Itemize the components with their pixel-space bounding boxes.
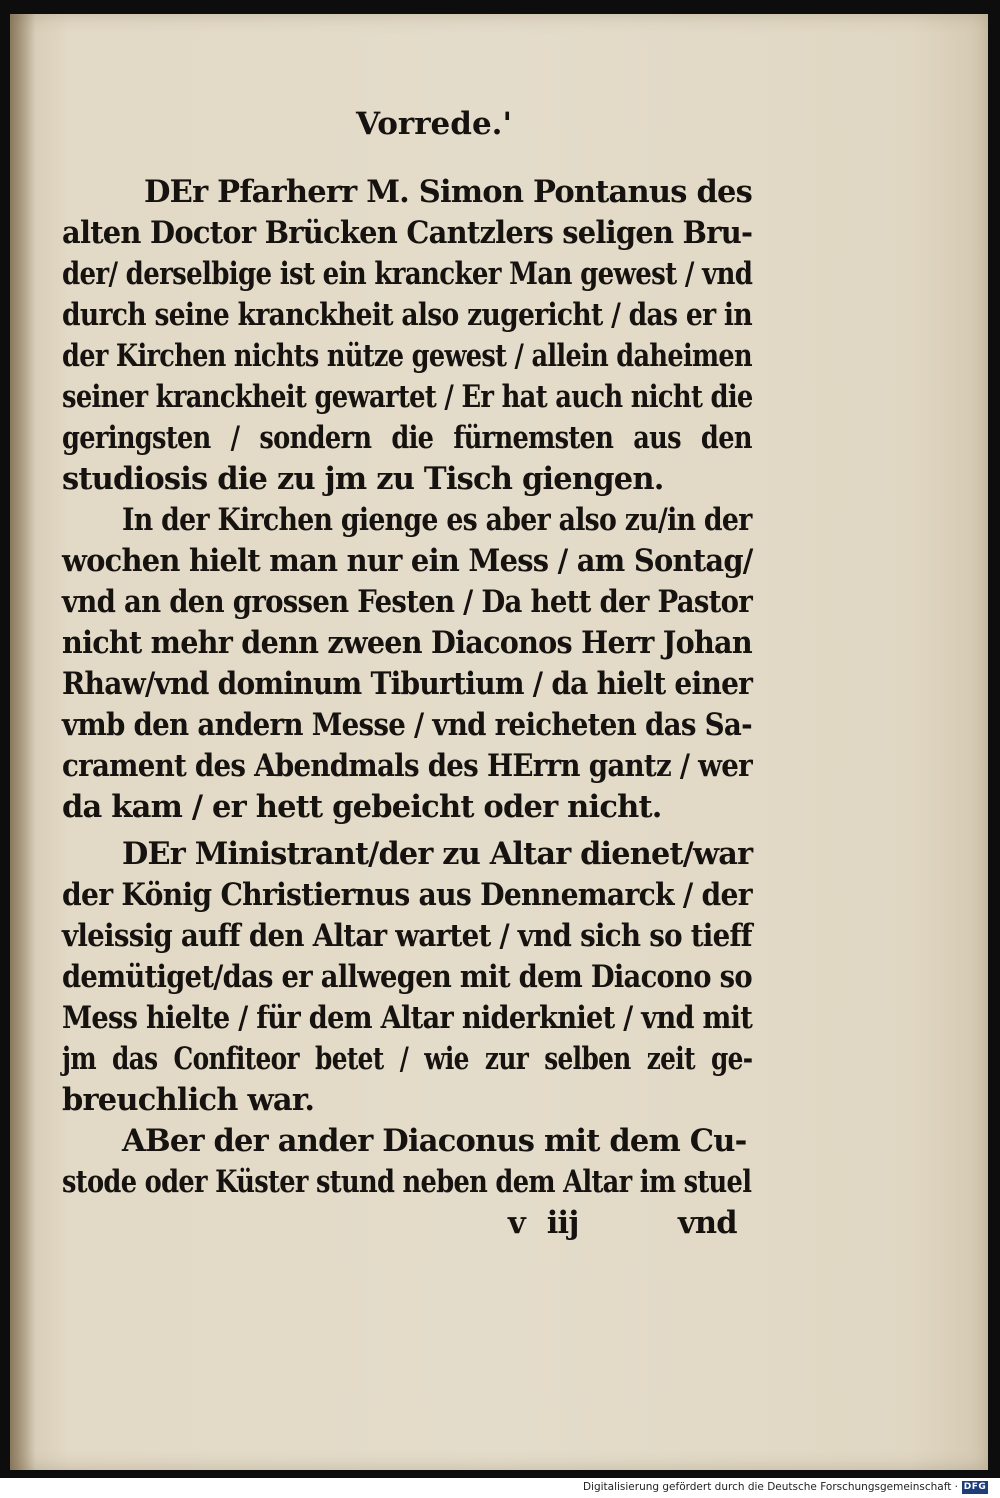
funding-credit: Digitalisierung gefördert durch die Deutsche Forschungsgemeinschaft · [582,1481,958,1493]
page-heading: Vorrede.' [356,106,512,142]
catchword: vnd [678,1205,737,1241]
text-line: da kam / er hett gebeicht oder nicht. [62,789,662,825]
text-line: jm das Confiteor betet / wie zur selben zeit ge- [62,1041,753,1077]
text-line: studiosis die zu jm zu Tisch giengen. [62,461,664,497]
text-line: DEr Pfarherr M. Simon Pontanus des [144,174,752,210]
text-line: breuchlich war. [62,1082,315,1118]
text-line: der König Christiernus aus Dennemarck / der [62,877,752,913]
text-line: wochen hielt man nur ein Mess / am Sontag/ [62,543,753,579]
text-line: ABer der ander Diaconus mit dem Cu- [122,1123,747,1159]
text-line: DEr Ministrant/der zu Altar dienet/war [122,836,753,872]
text-line: nicht mehr denn zween Diaconos Herr Johan [62,625,752,661]
text-line: durch seine kranckheit also zugericht / das er in [62,297,752,333]
text-line: vleissig auff den Altar wartet / vnd sich so tieff [62,918,752,954]
text-line: vmb den andern Messe / vnd reicheten das Sa- [62,707,752,743]
text-line: seiner kranckheit gewartet / Er hat auch nicht die [62,379,753,415]
text-line: der/ derselbige ist ein krancker Man gewest / vnd [62,256,753,292]
text-line: stode oder Küster stund neben dem Altar im stuel [62,1164,752,1200]
text-line: der Kirchen nichts nütze gewest / allein daheimen [62,338,752,374]
text-line: Rhaw/vnd dominum Tiburtium / da hielt einer [62,666,753,702]
text-line: demütiget/das er allwegen mit dem Diacono so [62,959,752,995]
text-line: alten Doctor Brücken Cantzlers seligen Bru- [62,215,753,251]
text-line: In der Kirchen gienge es aber also zu/in der [122,502,752,538]
dfg-logo-icon: DFG [963,1482,987,1492]
text-line: vnd an den grossen Festen / Da hett der Pastor [62,584,753,620]
text-line: crament des Abendmals des HErrn gantz / wer [62,748,752,784]
signature-mark: v iij [508,1205,579,1241]
text-line: Mess hielte / für dem Altar niderkniet / vnd mit [62,1000,753,1036]
page-gutter-shadow [10,14,36,1470]
text-line: geringsten / sondern die fürnemsten aus den [62,420,752,456]
footer-bar [0,1478,1000,1498]
